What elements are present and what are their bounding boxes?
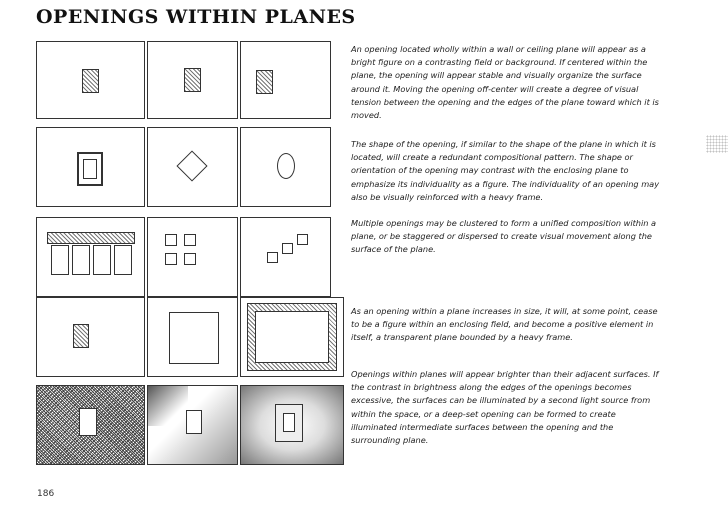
diagram-deep-set-opening — [240, 385, 344, 465]
opening — [184, 234, 196, 246]
shadow-wedge — [148, 386, 188, 426]
opening — [282, 243, 293, 254]
opening — [184, 68, 201, 92]
opening — [82, 69, 99, 93]
diagram-framed-opening — [36, 127, 145, 207]
opening — [83, 159, 97, 179]
opening — [297, 234, 308, 245]
paragraph-opening-brightness: Openings within planes will appear brighter than their adjacent surfaces. If the contrast in brightness along the edges of the openings becomes excessive, the surfaces can be illuminated by a second light source from within the space, or a deep-set opening can be formed to create illuminated intermediate surfaces between the opening and the surrounding plane. — [351, 369, 659, 446]
scan-edge-mark — [706, 135, 728, 153]
diagram-side-lit-opening — [147, 385, 238, 465]
diagram-grid-openings — [147, 217, 238, 297]
opening — [165, 253, 177, 265]
diagram-small-opening — [36, 297, 145, 377]
opening — [73, 324, 89, 348]
paragraph-centered-opening: An opening located wholly within a wall or ceiling plane will appear as a bright figure on a contrasting field or background. If centered within the plane, the opening will appear stable and visually organize the surface around it. Moving the opening off-center will create a degree of visual tension between the opening and the edges of the plane toward which it is moved. — [351, 44, 659, 121]
opening — [51, 245, 69, 275]
paragraph-opening-shape: The shape of the opening, if similar to the shape of the plane in which it is located, will create a redundant compositional pattern. The shape or orientation of the opening may contrast with the enclosing plane to emphasize its individuality as a figure. The individuality of an opening may also be visually reinforced with a heavy frame. — [351, 139, 660, 202]
diagram-framed-transparent-plane — [240, 297, 344, 377]
page-number: 186 — [37, 489, 55, 499]
diagram-off-center-opening — [240, 41, 331, 119]
diamond-opening — [176, 150, 207, 181]
opening — [256, 70, 273, 94]
circular-opening — [277, 153, 295, 179]
diagram-large-opening — [147, 297, 238, 377]
diagram-staggered-openings — [240, 217, 331, 297]
page-title: OPENINGS WITHIN PLANES — [36, 6, 356, 28]
opening — [114, 245, 132, 275]
opening — [72, 245, 90, 275]
opening — [184, 253, 196, 265]
bright-opening — [79, 408, 97, 436]
paragraph-opening-size: As an opening within a plane increases in size, it will, at some point, cease to be a figure within an enclosing field, and become a positive element in itself, a transparent plane bounded by a heavy frame. — [351, 306, 658, 343]
transparent-plane — [255, 311, 329, 363]
diagram-clustered-openings — [36, 217, 145, 297]
diagram-circular-opening — [240, 127, 331, 207]
diagram-opening-raised — [147, 41, 238, 119]
bright-opening — [283, 413, 295, 432]
bright-opening — [186, 410, 202, 434]
opening — [165, 234, 177, 246]
opening — [93, 245, 111, 275]
lintel-band — [47, 232, 135, 244]
paragraph-multiple-openings: Multiple openings may be clustered to form a unified composition within a plane, or be staggered or dispersed to create visual movement along the surface of the plane. — [351, 218, 657, 255]
opening — [169, 312, 219, 364]
diagram-high-contrast-opening — [36, 385, 145, 465]
diagram-centered-opening — [36, 41, 145, 119]
opening — [267, 252, 278, 263]
diagram-diamond-opening — [147, 127, 238, 207]
